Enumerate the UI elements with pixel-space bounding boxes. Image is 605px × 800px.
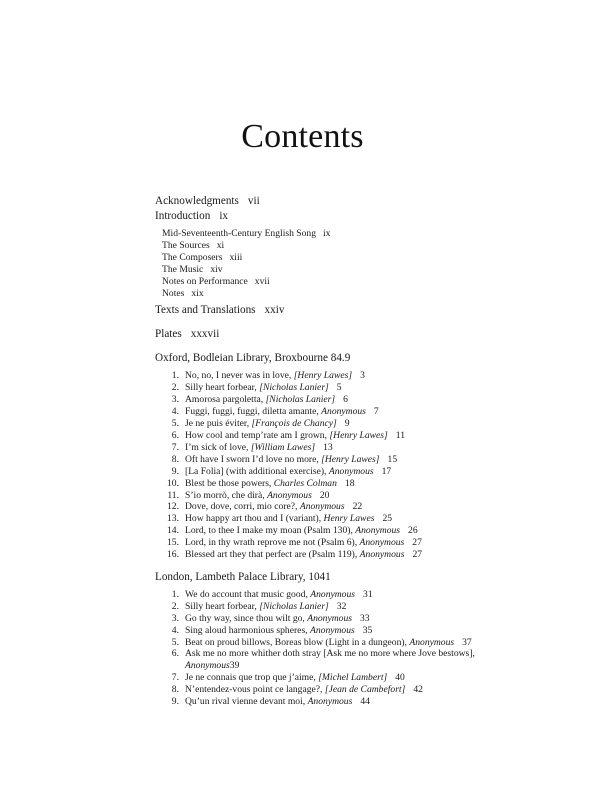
- entry-label: Texts and Translations: [155, 304, 256, 317]
- song-page: 32: [336, 600, 347, 612]
- toc-subentry: [155, 288, 575, 300]
- toc-entry-introduction: [155, 209, 575, 224]
- song-number: 13.: [167, 513, 179, 525]
- song-number: 6.: [171, 648, 179, 660]
- song-title: No, no, I never was in love,: [185, 370, 294, 382]
- song-text: [185, 501, 362, 513]
- song-text: [185, 684, 423, 696]
- song-page: 9: [344, 418, 350, 430]
- toc-entry-texts-and-translations: [155, 303, 575, 318]
- song-composer: Anonymous: [355, 525, 401, 537]
- song-composer: [Nicholas Lanier]: [265, 394, 336, 406]
- song-number: 2.: [171, 382, 179, 394]
- song-text: [185, 525, 418, 537]
- song-number: 5.: [171, 418, 179, 430]
- entry-label: Introduction: [155, 210, 211, 222]
- song-page: 35: [362, 624, 373, 636]
- song-number: 12.: [167, 501, 179, 513]
- song-text: [185, 637, 472, 649]
- song-number: 7.: [171, 441, 179, 453]
- entry-page: xiv: [210, 263, 223, 275]
- song-number: 8.: [171, 453, 179, 465]
- song-entry: [155, 589, 575, 601]
- song-composer: [Nicholas Lanier]: [259, 600, 329, 612]
- entry-label: The Composers: [162, 251, 223, 263]
- song-number: 3.: [171, 394, 179, 406]
- song-title: Blessed art they that perfect are (Psalm 119),: [185, 549, 360, 561]
- song-text: [185, 549, 422, 561]
- song-page: 7: [373, 406, 379, 418]
- song-page: 22: [352, 501, 363, 513]
- section-heading-london: London, Lambeth Palace Library, 1041: [155, 570, 331, 583]
- song-entry: [155, 454, 575, 466]
- song-text: [185, 394, 348, 406]
- toc-entry-acknowledgments: [155, 194, 575, 209]
- entry-page: ix: [323, 228, 331, 239]
- page-title: Contents: [241, 118, 364, 155]
- song-text: [185, 672, 405, 684]
- song-list-london: [155, 589, 575, 708]
- song-page: 26: [408, 525, 418, 537]
- song-entry: [155, 466, 575, 478]
- song-number: 5.: [171, 636, 179, 648]
- song-composer: [Nicholas Lanier]: [259, 382, 329, 394]
- song-title: How happy art thou and I (variant),: [185, 513, 324, 525]
- song-entry: [155, 601, 575, 613]
- song-entry: [155, 490, 575, 502]
- song-text: [185, 601, 346, 613]
- song-entry: [155, 418, 575, 430]
- song-composer: Anonymous: [321, 406, 366, 418]
- song-entry: [155, 513, 575, 525]
- song-text: [185, 442, 333, 454]
- entry-label: Notes on Performance: [162, 275, 248, 287]
- song-text: [185, 370, 365, 382]
- entry-page: xiii: [229, 251, 243, 263]
- song-composer: [Henry Lawes]: [293, 370, 353, 382]
- song-title: Silly heart forbear,: [185, 382, 260, 394]
- entry-label: Plates: [155, 328, 182, 341]
- song-page: 40: [395, 672, 405, 684]
- song-entry: [155, 549, 575, 561]
- song-number: 1.: [171, 370, 179, 382]
- toc-subentry: [155, 240, 575, 252]
- entry-page: xix: [191, 287, 204, 299]
- song-text: [185, 490, 329, 502]
- song-number: 3.: [171, 612, 179, 624]
- song-title: I’m sick of love,: [185, 441, 251, 453]
- song-page: 20: [319, 489, 330, 501]
- song-title: Go thy way, since thou wilt go,: [185, 612, 308, 624]
- song-entry: [155, 637, 575, 649]
- song-title: Lord, to thee I make my moan (Psalm 130),: [185, 525, 356, 537]
- entry-label: The Music: [162, 263, 204, 275]
- song-page: 44: [360, 696, 370, 708]
- song-title: Je ne connais que trop que j’aime,: [185, 672, 319, 684]
- song-number: 1.: [171, 588, 179, 600]
- song-composer: Anonymous: [307, 612, 352, 624]
- song-number: 4.: [171, 406, 179, 418]
- song-title: Dove, dove, corri, mio core?,: [185, 501, 300, 513]
- song-title: Fuggi, fuggi, fuggi, diletta amante,: [185, 406, 322, 418]
- song-entry: [155, 382, 575, 394]
- song-entry: [155, 684, 575, 696]
- song-text: [185, 537, 422, 549]
- song-number: 16.: [167, 549, 179, 561]
- song-list-oxford: [155, 370, 575, 561]
- song-title: Blest be those powers,: [185, 477, 274, 489]
- song-composer: Anonymous: [310, 588, 356, 600]
- entry-page: vii: [247, 195, 260, 207]
- song-number: 11.: [167, 489, 179, 501]
- song-composer: [William Lawes]: [250, 441, 316, 453]
- song-composer: Anonymous: [328, 465, 374, 477]
- song-text: [185, 625, 372, 637]
- song-entry: [155, 370, 575, 382]
- song-title: We do account that music good,: [185, 588, 311, 600]
- song-composer: Anonymous: [267, 489, 312, 501]
- song-entry: [155, 501, 575, 513]
- song-number: 10.: [167, 477, 179, 489]
- song-number: 15.: [167, 537, 179, 549]
- song-page: 37: [462, 636, 472, 648]
- entry-label: The Sources: [162, 239, 210, 251]
- song-title: Oft have I sworn I’d love no more,: [185, 453, 322, 465]
- song-number: 9.: [171, 696, 179, 708]
- song-composer: Anonymous: [359, 549, 405, 561]
- song-composer: [Jean de Cambefort]: [324, 684, 406, 696]
- song-number: 4.: [171, 624, 179, 636]
- entry-label: Acknowledgments: [155, 195, 239, 207]
- entry-page: ix: [219, 210, 229, 222]
- song-entry: [155, 525, 575, 537]
- entry-label: Mid-Seventeenth-Century English Song: [162, 228, 317, 239]
- song-title: N’entendez-vous point ce langage?,: [185, 684, 325, 696]
- song-title: Amorosa pargoletta,: [185, 394, 266, 406]
- song-composer: [François de Chancy]: [251, 418, 337, 430]
- song-title: Beat on proud billows, Boreas blow (Light in a dungeon),: [185, 636, 410, 648]
- song-text: [185, 454, 397, 466]
- song-number: 6.: [171, 429, 179, 441]
- song-page: 13: [323, 441, 333, 453]
- song-composer: Anonymous: [185, 660, 230, 672]
- song-entry: [155, 442, 575, 454]
- song-title: Ask me no more whither doth stray [Ask me no more where Jove bestows],: [185, 648, 475, 660]
- song-entry: [155, 696, 575, 708]
- entry-page: xxxvii: [190, 328, 220, 341]
- song-text: [185, 466, 391, 478]
- song-page: 3: [360, 370, 365, 382]
- section-heading-oxford: Oxford, Bodleian Library, Broxbourne 84.9: [155, 352, 351, 365]
- song-text: [185, 382, 342, 394]
- song-composer: Anonymous: [299, 501, 345, 513]
- table-of-contents: [155, 194, 575, 708]
- song-page: 18: [344, 477, 355, 489]
- song-entry: [155, 625, 575, 637]
- song-entry: [155, 648, 575, 672]
- toc-entry-plates: [155, 327, 575, 342]
- toc-subentry: [155, 264, 575, 276]
- song-title: Lord, in thy wrath reprove me not (Psalm 6),: [185, 537, 360, 549]
- song-number: 2.: [171, 600, 179, 612]
- song-text: [185, 430, 405, 442]
- song-entry: [155, 430, 575, 442]
- song-composer: Anonymous: [309, 624, 355, 636]
- song-text: [185, 589, 373, 601]
- song-title: Je ne puis éviter,: [185, 418, 252, 430]
- song-number: 7.: [171, 672, 179, 684]
- song-title: Silly heart forbear,: [185, 600, 260, 612]
- song-page: 5: [336, 382, 342, 394]
- song-title: Sing aloud harmonious spheres,: [185, 624, 310, 636]
- song-composer: Charles Colman: [273, 477, 337, 489]
- song-composer: Anonymous: [307, 696, 353, 708]
- song-composer: Anonymous: [359, 537, 405, 549]
- song-title: How cool and temp’rate am I grown,: [185, 429, 330, 441]
- song-page: 27: [412, 537, 422, 549]
- song-number: 8.: [171, 684, 179, 696]
- song-title: S’io morrò, che dirà,: [185, 489, 268, 501]
- introduction-subentries: [155, 228, 575, 299]
- song-page: 6: [343, 394, 348, 406]
- song-text: [185, 648, 520, 672]
- song-page: 42: [413, 684, 423, 696]
- song-text: [185, 406, 379, 418]
- song-entry: [155, 537, 575, 549]
- toc-subentry: [155, 252, 575, 264]
- song-page: 15: [387, 453, 398, 465]
- song-page: 17: [381, 465, 392, 477]
- song-text: [185, 696, 370, 708]
- song-page: 33: [359, 612, 370, 624]
- song-entry: [155, 394, 575, 406]
- song-text: [185, 613, 370, 625]
- song-entry: [155, 613, 575, 625]
- song-page: 11: [395, 429, 406, 441]
- song-composer: Anonymous: [409, 636, 455, 648]
- entry-label: Notes: [162, 287, 185, 299]
- song-composer: [Michel Lambert]: [318, 672, 388, 684]
- song-page: 25: [382, 513, 393, 525]
- entry-page: xi: [216, 239, 225, 251]
- song-page: 31: [363, 588, 373, 600]
- song-page: 39: [229, 660, 240, 672]
- entry-page: xvii: [254, 275, 270, 287]
- song-entry: [155, 672, 575, 684]
- song-composer: [Henry Lawes]: [329, 429, 388, 441]
- song-text: [185, 513, 392, 525]
- song-number: 14.: [167, 525, 179, 537]
- entry-page: xxiv: [264, 304, 285, 317]
- song-composer: Henry Lawes: [323, 513, 375, 525]
- song-title: Qu’un rival vienne devant moi,: [185, 696, 308, 708]
- song-text: [185, 478, 355, 490]
- song-entry: [155, 478, 575, 490]
- song-entry: [155, 406, 575, 418]
- toc-subentry: [155, 228, 575, 240]
- song-title: [La Folia] (with additional exercise),: [185, 465, 329, 477]
- song-page: 27: [412, 549, 423, 561]
- song-number: 9.: [171, 465, 179, 477]
- song-text: [185, 418, 350, 430]
- toc-subentry: [155, 276, 575, 288]
- song-composer: [Henry Lawes]: [321, 453, 380, 465]
